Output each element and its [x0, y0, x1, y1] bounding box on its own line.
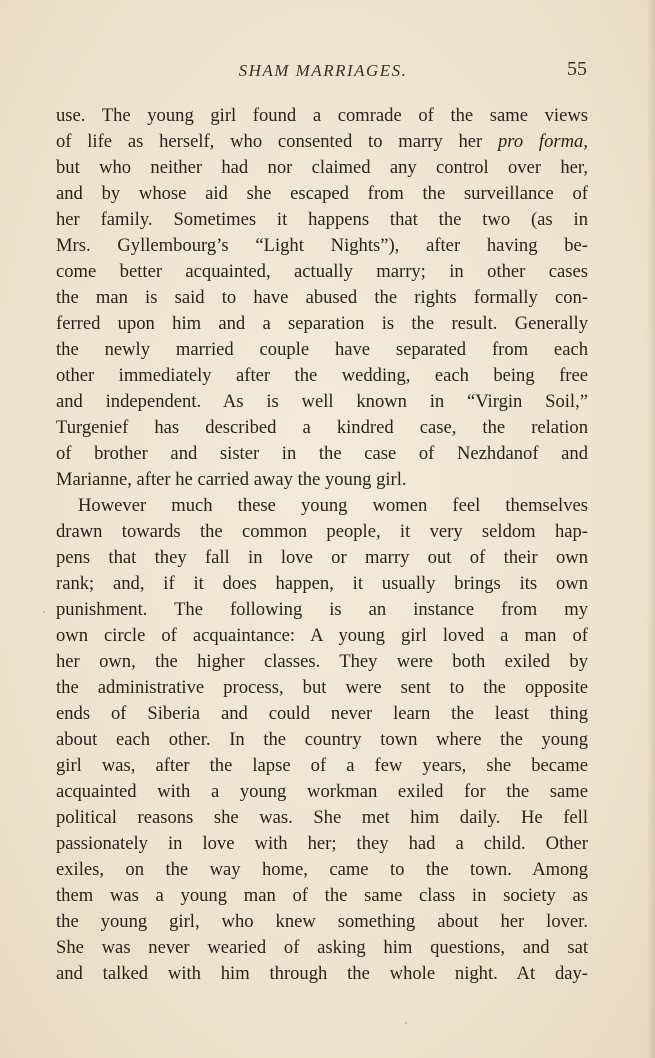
text-line: Turgenief has described a kindred case, the relation — [56, 417, 588, 438]
text-line: come better acquainted, actually marry; in other cases — [56, 261, 588, 282]
text-line: but who neither had nor claimed any control over her, — [56, 157, 588, 178]
text-line: acquainted with a young workman exiled for the same — [56, 781, 588, 802]
text-line: them was a young man of the same class in society as — [56, 885, 588, 906]
text-line: punishment. The following is an instance from my — [56, 599, 588, 620]
text-line: own circle of acquaintance: A young girl loved a man of — [56, 625, 588, 646]
text-line: about each other. In the country town where the young — [56, 729, 588, 750]
text-line: the newly married couple have separated from each — [56, 339, 588, 360]
text-line: the administrative process, but were sent to the opposite — [56, 677, 588, 698]
text-line: and independent. As is well known in “Virgin Soil,” — [56, 391, 588, 412]
text-line: She was never wearied of asking him questions, and sat — [56, 937, 588, 958]
text-line: her family. Sometimes it happens that the two (as in — [56, 209, 588, 230]
text-line: However much these young women feel themselves — [78, 495, 588, 516]
page-number: 55 — [567, 58, 587, 80]
text-line-pro-forma — [56, 129, 588, 155]
text-line: drawn towards the common people, it very seldom hap- — [56, 521, 588, 542]
text-line: girl was, after the lapse of a few years, she became — [56, 755, 588, 776]
text-line: the man is said to have abused the rights formally con- — [56, 287, 588, 308]
text-line: Mrs. Gyllembourg’s “Light Nights”), after having be- — [56, 235, 588, 256]
paper-speck — [405, 1022, 407, 1024]
running-title: SHAM MARRIAGES. — [238, 61, 408, 80]
body-text — [56, 103, 588, 987]
text-line: rank; and, if it does happen, it usually brings its own — [56, 573, 588, 594]
text-line: use. The young girl found a comrade of the same views — [56, 105, 588, 126]
text-line-segment: of life as herself, who consented to marry her pro forma, — [56, 131, 589, 152]
text-line: passionately in love with her; they had a child. Other — [56, 833, 588, 854]
text-line: political reasons she was. She met him daily. He fell — [56, 807, 588, 828]
text-line: pens that they fall in love or marry out of their own — [56, 547, 588, 568]
text-line: Marianne, after he carried away the young girl. — [56, 469, 407, 490]
paper-speck — [43, 611, 45, 613]
text-line: the young girl, who knew something about her lover. — [56, 911, 588, 932]
text-line: ferred upon him and a separation is the result. Generally — [56, 313, 588, 334]
text-line: of brother and sister in the case of Nezhdanof and — [56, 443, 588, 464]
page-edge-shadow — [647, 0, 655, 1058]
page-header — [56, 58, 590, 84]
italic-phrase: pro forma — [498, 131, 584, 152]
text-line: her own, the higher classes. They were both exiled by — [56, 651, 588, 672]
text-line: ends of Siberia and could never learn the least thing — [56, 703, 588, 724]
text-line: exiles, on the way home, came to the town. Among — [56, 859, 588, 880]
text-line: and by whose aid she escaped from the surveillance of — [56, 183, 588, 204]
text-line: and talked with him through the whole night. At day- — [56, 963, 588, 984]
text-line: other immediately after the wedding, each being free — [56, 365, 588, 386]
